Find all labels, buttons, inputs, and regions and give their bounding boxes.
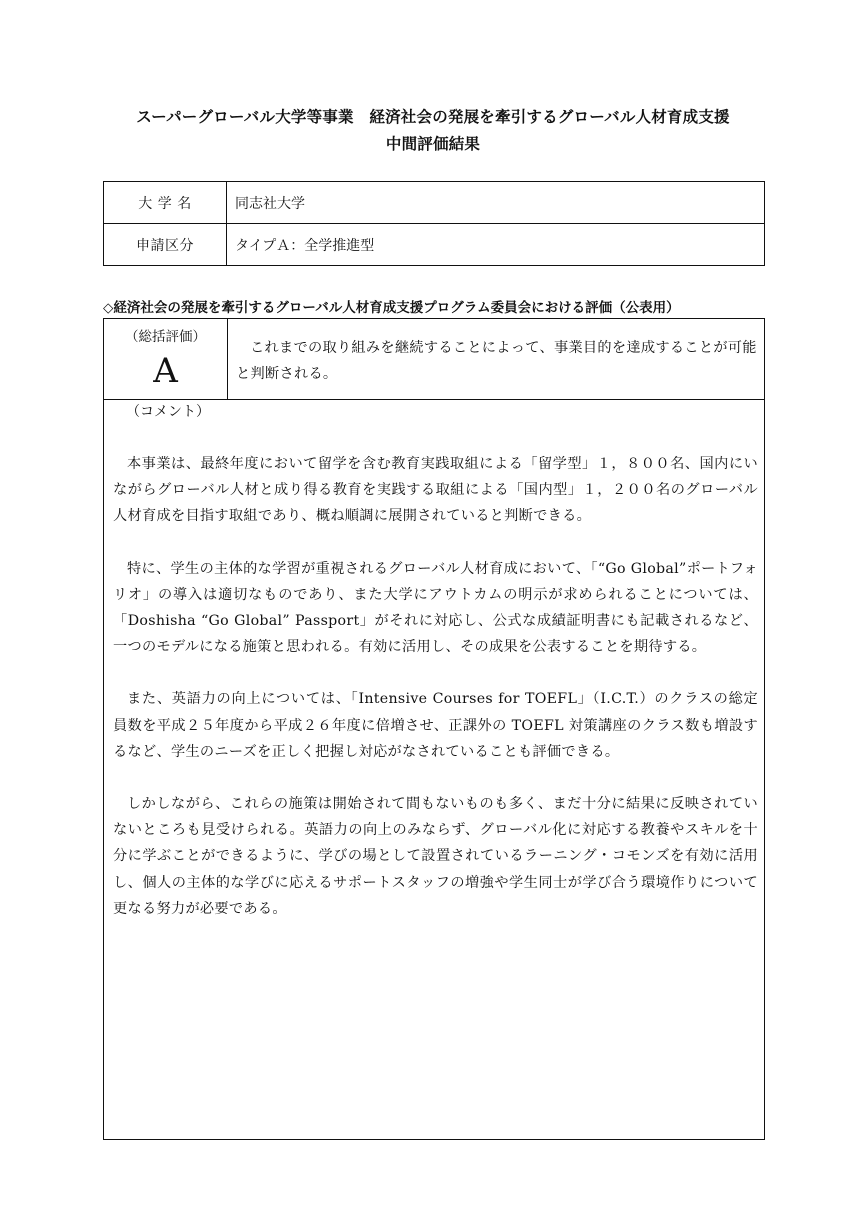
comment-paragraph: 本事業は、最終年度において留学を含む教育実践取組による「留学型」１，８００名、国内にいながらグローバル人材と成り得る教育を実践する取組による「国内型」１，２００名のグローバル人材育成を目指す取組であり、概ね順調に展開されていると判断できる。 bbox=[113, 456, 758, 525]
evaluation-box bbox=[103, 318, 765, 1140]
summary-text: これまでの取り組みを継続することによって、事業目的を達成することが可能と判断される。 bbox=[236, 340, 757, 382]
section-heading: ◇経済社会の発展を牽引するグローバル人材育成支援プログラム委員会における評価（公表用） bbox=[103, 300, 680, 316]
overall-grade-label: （総括評価） bbox=[125, 329, 206, 345]
comment-label: （コメント） bbox=[126, 404, 210, 420]
application-type-value: タイプＡ：全学推進型 bbox=[227, 224, 765, 266]
university-name-label: 大 学 名 bbox=[104, 182, 227, 224]
summary-cell bbox=[228, 319, 764, 400]
document-subtitle: 中間評価結果 bbox=[385, 135, 481, 153]
table-row bbox=[104, 182, 765, 224]
comment-body bbox=[113, 451, 758, 948]
table-row bbox=[104, 224, 765, 266]
overall-grade: A bbox=[153, 351, 178, 391]
university-name-value: 同志社大学 bbox=[227, 182, 765, 224]
application-type-label: 申請区分 bbox=[104, 224, 227, 266]
overall-grade-cell bbox=[104, 319, 228, 400]
comment-paragraph: 特に、学生の主体的な学習が重視されるグローバル人材育成において、「“Go Global”ポートフォリオ」の導入は適切なものであり、また大学にアウトカムの明示が求められることについては、「Doshisha “Go Global” Passport」がそれに対応し、公式な成績証明書にも記載されるなど、一つのモデルになる施策と思われる。有効に活用し、その成果を公表することを期待する。 bbox=[113, 560, 758, 656]
university-info-table bbox=[103, 181, 765, 266]
comment-paragraph: また、英語力の向上については、「Intensive Courses for TOEFL」（I.C.T.）のクラスの総定員数を平成２５年度から平成２６年度に倍増させ、正課外の TOEFL 対策講座のクラス数も増設するなど、学生のニーズを正しく把握し対応がなされていることも評価できる。 bbox=[113, 691, 758, 760]
comment-paragraph: しかしながら、これらの施策は開始されて間もないものも多く、まだ十分に結果に反映されていないところも見受けられる。英語力の向上のみならず、グローバル化に対応する教養やスキルを十分に学ぶことができるように、学びの場として設置されているラーニング・コモンズを有効に活用し、個人の主体的な学びに応えるサポートスタッフの増強や学生同士が学び合う環境作りについて更なる努力が必要である。 bbox=[113, 796, 758, 917]
document-title: スーパーグローバル大学等事業 経済社会の発展を牽引するグローバル人材育成支援 bbox=[136, 108, 730, 126]
